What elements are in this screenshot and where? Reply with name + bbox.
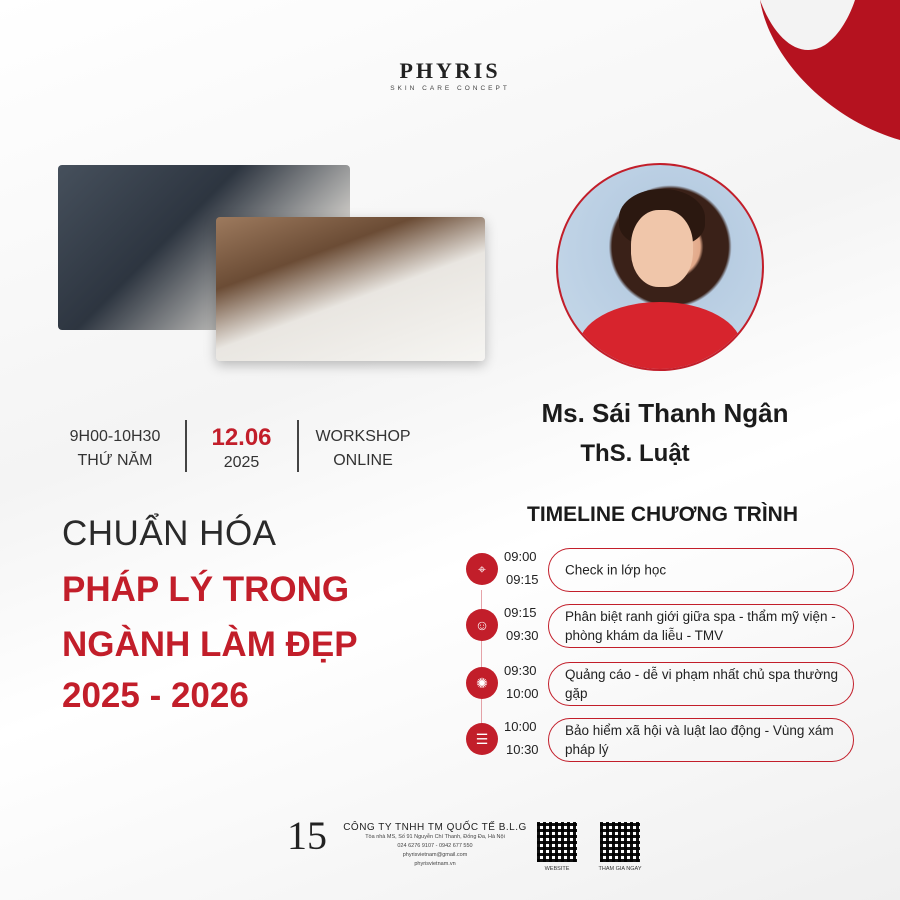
presenter-icon: ☺ xyxy=(466,609,498,641)
timeline-end: 10:00 xyxy=(506,686,539,701)
document-icon: ☰ xyxy=(466,723,498,755)
year: 2025 xyxy=(223,454,260,471)
anniversary-number: 15 xyxy=(287,813,327,858)
timeline-start: 09:30 xyxy=(504,663,537,678)
date: 12.06 xyxy=(211,424,272,451)
speaker-portrait xyxy=(556,163,764,371)
timeline-item xyxy=(466,662,856,708)
title-line2: PHÁP LÝ TRONG xyxy=(62,570,350,609)
company-website: phyrisvietnam.vn xyxy=(414,861,456,867)
timeline-item xyxy=(466,548,856,594)
company-email: phyrisvietnam@gmail.com xyxy=(402,852,468,858)
timeline-text: Phân biệt ranh giới giữa spa - thẩm mỹ viện - phòng khám da liễu - TMV xyxy=(565,609,836,643)
divider xyxy=(297,420,299,472)
event-date xyxy=(194,425,289,475)
timeline-end: 09:15 xyxy=(506,572,539,587)
document-signing-photo xyxy=(216,217,485,361)
timeline-end: 10:30 xyxy=(506,742,539,757)
timeline-start: 09:15 xyxy=(504,605,537,620)
website-qr-label: WEBSITE xyxy=(544,866,570,872)
anniversary-logo xyxy=(282,815,332,871)
location-pin-icon: ⌖ xyxy=(466,553,498,585)
company-info xyxy=(340,822,530,869)
timeline-pill xyxy=(548,662,854,706)
time-range: 9H00-10H30 xyxy=(69,428,161,445)
timeline-item xyxy=(466,718,856,764)
join-qr-code[interactable] xyxy=(600,822,640,862)
timeline-pill xyxy=(548,548,854,592)
divider xyxy=(185,420,187,472)
sunburst-icon: ✺ xyxy=(466,667,498,699)
timeline-start: 10:00 xyxy=(504,719,537,734)
event-type-line2: ONLINE xyxy=(333,452,393,469)
timeline-end: 09:30 xyxy=(506,628,539,643)
company-phone: 024 6276 9107 - 0942 677 550 xyxy=(397,843,473,849)
brand-name: PHYRIS xyxy=(399,58,501,83)
title-line1: CHUẨN HÓA xyxy=(62,514,277,553)
brand-tagline: SKIN CARE CONCEPT xyxy=(390,85,510,92)
company-address: Tòa nhà MS, Số 91 Nguyễn Chí Thanh, Đống Đa, Hà Nội xyxy=(365,834,505,840)
brand-logo xyxy=(0,58,900,92)
timeline-text: Bảo hiểm xã hội và luật lao động - Vùng xám pháp lý xyxy=(565,723,834,757)
timeline-item xyxy=(466,604,856,650)
speaker-name: Ms. Sái Thanh Ngân xyxy=(541,398,789,428)
timeline-text: Check in lớp học xyxy=(565,562,667,578)
timeline-pill xyxy=(548,604,854,648)
speaker-title: ThS. Luật xyxy=(580,440,690,467)
event-time xyxy=(52,425,178,473)
title-year: 2025 - 2026 xyxy=(62,676,249,715)
weekday: THỨ NĂM xyxy=(77,452,153,469)
company-name: CÔNG TY TNHH TM QUỐC TẾ B.L.G xyxy=(343,822,527,833)
event-type-line1: WORKSHOP xyxy=(315,428,411,445)
timeline-start: 09:00 xyxy=(504,549,537,564)
website-qr-code[interactable] xyxy=(537,822,577,862)
title-main xyxy=(62,562,462,672)
join-qr-label: THAM GIA NGAY xyxy=(598,866,642,872)
title-line3: NGÀNH LÀM ĐẸP xyxy=(62,625,358,664)
timeline-text: Quảng cáo - dễ vi phạm nhất chủ spa thường gặp xyxy=(565,667,839,701)
timeline-heading: TIMELINE CHƯƠNG TRÌNH xyxy=(527,503,798,526)
timeline-pill xyxy=(548,718,854,762)
event-type xyxy=(304,425,422,473)
